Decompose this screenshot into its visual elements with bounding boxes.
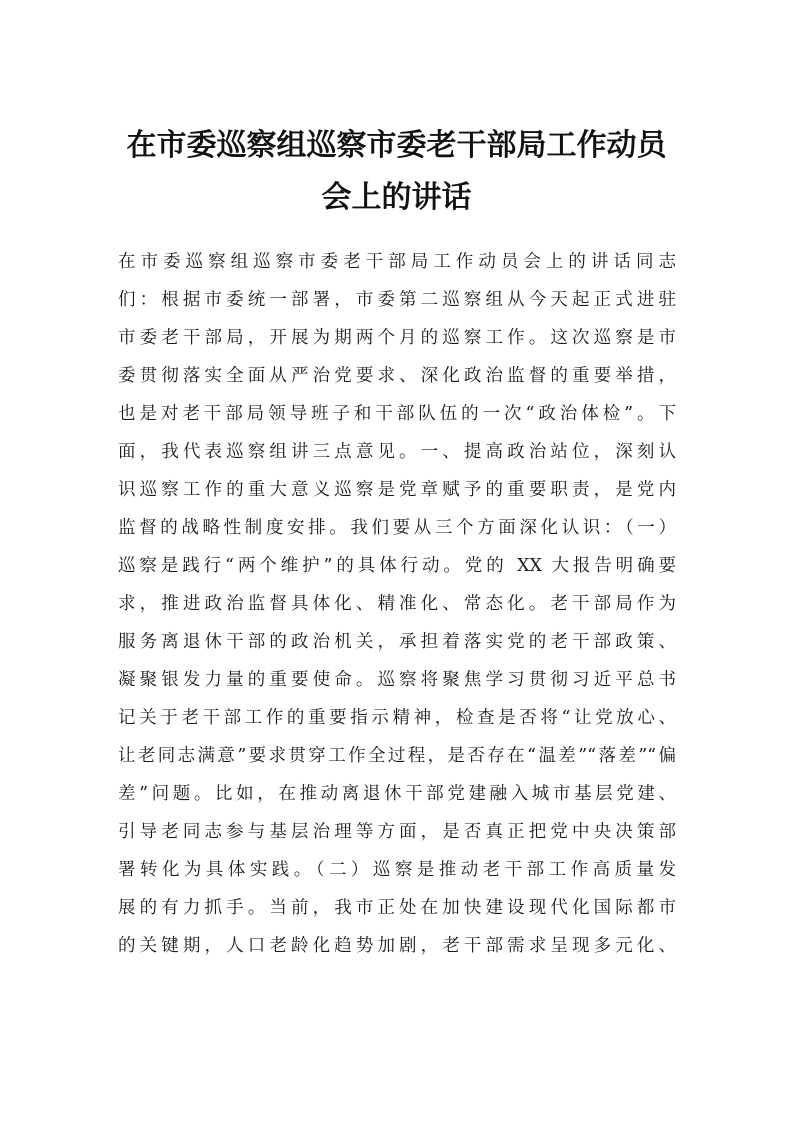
body-line: 差”问题。比如，在推动离退休干部党建融入城市基层党建、 bbox=[118, 784, 676, 804]
title-line-2: 会上的讲话 bbox=[321, 180, 472, 215]
body-line: 让老同志满意”要求贯穿工作全过程，是否存在“温差”“落差”“偏 bbox=[118, 746, 676, 766]
title-line-1: 在市委巡察组巡察市委老干部局工作动员 bbox=[126, 128, 667, 163]
body-line: 凝聚银发力量的重要使命。巡察将聚焦学习贯彻习近平总书 bbox=[118, 670, 676, 690]
body-line: 面，我代表巡察组讲三点意见。一、提高政治站位，深刻认 bbox=[118, 442, 676, 462]
body-line: 记关于老干部工作的重要指示精神，检查是否将“让党放心、 bbox=[118, 708, 676, 728]
body-line: 展的有力抓手。当前，我市正处在加快建设现代化国际都市 bbox=[118, 898, 676, 918]
body-line: 的关键期，人口老龄化趋势加剧，老干部需求呈现多元化、 bbox=[118, 936, 676, 956]
body-line: 求，推进政治监督具体化、精准化、常态化。老干部局作为 bbox=[118, 594, 676, 614]
body-line: 识巡察工作的重大意义巡察是党章赋予的重要职责，是党内 bbox=[118, 480, 676, 500]
body-line: 服务离退休干部的政治机关，承担着落实党的老干部政策、 bbox=[118, 632, 676, 652]
body-line: 在市委巡察组巡察市委老干部局工作动员会上的讲话同志 bbox=[118, 252, 676, 272]
body-line: 署转化为具体实践。（二）巡察是推动老干部工作高质量发 bbox=[118, 860, 676, 880]
body-line: 也是对老干部局领导班子和干部队伍的一次“政治体检”。下 bbox=[118, 404, 676, 424]
body-line: 市委老干部局，开展为期两个月的巡察工作。这次巡察是市 bbox=[118, 328, 676, 348]
body-line: 巡察是践行“两个维护”的具体行动。党的 XX 大报告明确要 bbox=[118, 556, 676, 576]
document-title bbox=[100, 120, 693, 224]
body-line: 引导老同志参与基层治理等方面，是否真正把党中央决策部 bbox=[118, 822, 676, 842]
body-line: 们：根据市委统一部署，市委第二巡察组从今天起正式进驻 bbox=[118, 290, 676, 310]
body-line: 委贯彻落实全面从严治党要求、深化政治监督的重要举措， bbox=[118, 366, 676, 386]
body-line: 监督的战略性制度安排。我们要从三个方面深化认识：（一） bbox=[118, 518, 676, 538]
document-body bbox=[118, 243, 676, 965]
